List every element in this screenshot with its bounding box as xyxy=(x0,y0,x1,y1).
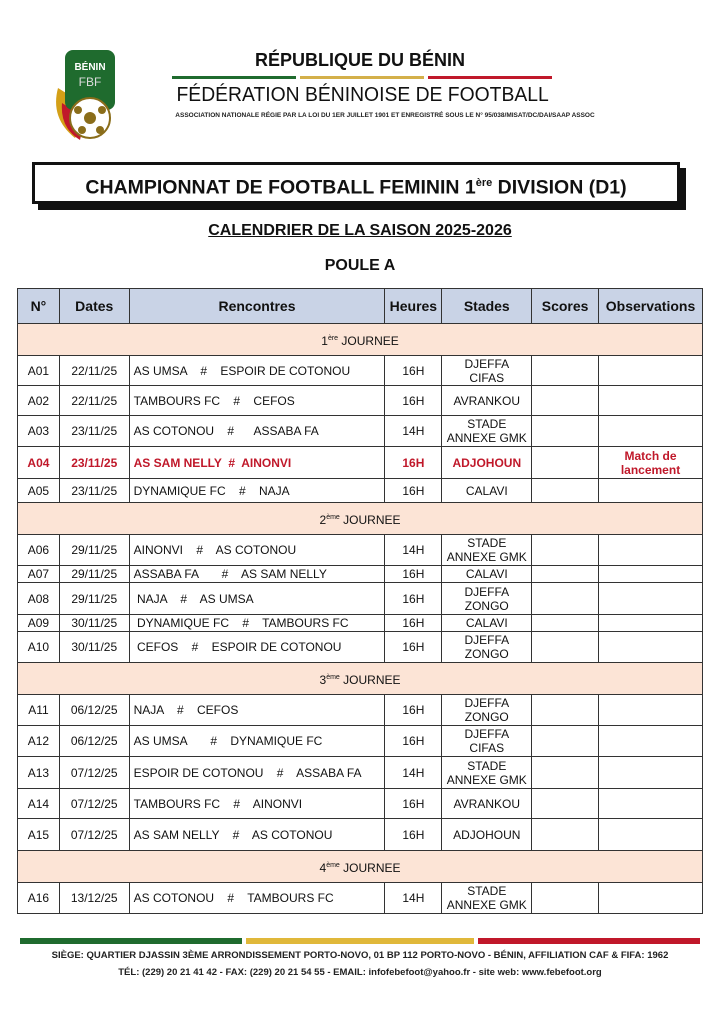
cell-score xyxy=(532,695,599,726)
title-rest: DIVISION (D1) xyxy=(492,176,627,199)
match-row xyxy=(18,479,703,503)
cell-n: A13 xyxy=(18,757,60,789)
cell-date: 30/11/25 xyxy=(59,615,129,632)
cell-date: 23/11/25 xyxy=(59,447,129,479)
cell-time: 14H xyxy=(385,416,442,447)
cell-score xyxy=(532,819,599,851)
cell-n: A10 xyxy=(18,632,60,663)
association-text-line: ASSOCIATION NATIONALE RÉGIE PAR LA LOI DU 1ER JUILLET 1901 ET ENREGISTRÉ SOUS LE N° 95/038/MISAT/DC/DAI/SAAP ASSOC xyxy=(175,112,595,119)
footer-contact xyxy=(10,967,710,979)
calendar-title: CALENDRIER DE LA SAISON 2025-2026 xyxy=(208,222,512,239)
cell-score xyxy=(532,566,599,583)
cell-obs: Match de lancement xyxy=(599,447,703,479)
cell-n: A07 xyxy=(18,566,60,583)
cell-stadium: DJEFFA ZONGO xyxy=(442,583,532,615)
schedule-table xyxy=(17,288,703,914)
cell-stadium: DJEFFA CIFAS xyxy=(442,726,532,757)
cell-n: A16 xyxy=(18,883,60,914)
cell-obs xyxy=(599,566,703,583)
cell-stadium: CALAVI xyxy=(442,479,532,503)
cell-obs xyxy=(599,416,703,447)
cell-time: 16H xyxy=(385,583,442,615)
cell-score xyxy=(532,615,599,632)
cell-obs xyxy=(599,583,703,615)
cell-obs xyxy=(599,479,703,503)
cell-stadium: ADJOHOUN xyxy=(442,447,532,479)
cell-date: 30/11/25 xyxy=(59,632,129,663)
cell-date: 23/11/25 xyxy=(59,479,129,503)
match-row xyxy=(18,726,703,757)
cell-n: A15 xyxy=(18,819,60,851)
match-row xyxy=(18,632,703,663)
cell-match: ESPOIR DE COTONOU # ASSABA FA xyxy=(129,757,385,789)
cell-time: 16H xyxy=(385,695,442,726)
cell-match: DYNAMIQUE FC # NAJA xyxy=(129,479,385,503)
cell-n: A12 xyxy=(18,726,60,757)
cell-stadium: DJEFFA ZONGO xyxy=(442,632,532,663)
match-row xyxy=(18,695,703,726)
cell-stadium: ADJOHOUN xyxy=(442,819,532,851)
cell-match: AS UMSA # DYNAMIQUE FC xyxy=(129,726,385,757)
match-row xyxy=(18,757,703,789)
column-header: Rencontres xyxy=(129,289,385,324)
cell-date: 29/11/25 xyxy=(59,583,129,615)
cell-obs xyxy=(599,535,703,566)
cell-time: 16H xyxy=(385,726,442,757)
cell-date: 29/11/25 xyxy=(59,535,129,566)
footer-contact-text: TÉL: (229) 20 21 41 42 - FAX: (229) 20 21 54 55 - EMAIL: infofebefoot@yahoo.fr - site web: www.febefoot.org xyxy=(118,967,602,978)
cell-date: 06/12/25 xyxy=(59,695,129,726)
cell-time: 16H xyxy=(385,615,442,632)
cell-stadium: STADE ANNEXE GMK xyxy=(442,883,532,914)
cell-time: 16H xyxy=(385,632,442,663)
journee-label: 4ème JOURNEE xyxy=(18,851,703,883)
table-header xyxy=(18,289,703,324)
cell-n: A04 xyxy=(18,447,60,479)
cell-stadium: STADE ANNEXE GMK xyxy=(442,535,532,566)
cell-match: AS COTONOU # ASSABA FA xyxy=(129,416,385,447)
journee-label: 3ème JOURNEE xyxy=(18,663,703,695)
cell-time: 16H xyxy=(385,819,442,851)
cell-obs xyxy=(599,632,703,663)
cell-score xyxy=(532,535,599,566)
federation-title xyxy=(170,84,550,107)
cell-n: A14 xyxy=(18,789,60,819)
match-row xyxy=(18,615,703,632)
cell-match: CEFOS # ESPOIR DE COTONOU xyxy=(129,632,385,663)
cell-obs xyxy=(599,819,703,851)
cell-score xyxy=(532,632,599,663)
cell-stadium: CALAVI xyxy=(442,566,532,583)
cell-match: ASSABA FA # AS SAM NELLY xyxy=(129,566,385,583)
cell-obs xyxy=(599,695,703,726)
cell-stadium: AVRANKOU xyxy=(442,386,532,416)
cell-match: NAJA # AS UMSA xyxy=(129,583,385,615)
title-main: CHAMPIONNAT DE FOOTBALL FEMININ 1 xyxy=(85,176,476,199)
flag-red-line xyxy=(428,76,552,79)
cell-n: A09 xyxy=(18,615,60,632)
cell-stadium: DJEFFA ZONGO xyxy=(442,695,532,726)
cell-match: AS COTONOU # TAMBOURS FC xyxy=(129,883,385,914)
cell-date: 07/12/25 xyxy=(59,819,129,851)
cell-date: 06/12/25 xyxy=(59,726,129,757)
flag-yellow-line xyxy=(300,76,424,79)
cell-date: 23/11/25 xyxy=(59,416,129,447)
cell-n: A05 xyxy=(18,479,60,503)
cell-obs xyxy=(599,883,703,914)
cell-match: DYNAMIQUE FC # TAMBOURS FC xyxy=(129,615,385,632)
cell-date: 07/12/25 xyxy=(59,789,129,819)
column-header: N° xyxy=(18,289,60,324)
cell-n: A11 xyxy=(18,695,60,726)
cell-time: 16H xyxy=(385,447,442,479)
cell-time: 16H xyxy=(385,386,442,416)
cell-time: 14H xyxy=(385,757,442,789)
cell-match: AINONVI # AS COTONOU xyxy=(129,535,385,566)
cell-match: AS SAM NELLY # AINONVI xyxy=(129,447,385,479)
cell-obs xyxy=(599,726,703,757)
match-row xyxy=(18,819,703,851)
cell-obs xyxy=(599,757,703,789)
fbf-logo xyxy=(50,48,130,143)
cell-stadium: CALAVI xyxy=(442,615,532,632)
match-row xyxy=(18,583,703,615)
cell-stadium: AVRANKOU xyxy=(442,789,532,819)
cell-match: AS SAM NELLY # AS COTONOU xyxy=(129,819,385,851)
journee-row xyxy=(18,663,703,695)
match-row xyxy=(18,447,703,479)
cell-stadium: DJEFFA CIFAS xyxy=(442,356,532,386)
footer-red-bar xyxy=(478,938,700,944)
cell-match: AS UMSA # ESPOIR DE COTONOU xyxy=(129,356,385,386)
footer-address xyxy=(10,950,710,962)
journee-label: 2ème JOURNEE xyxy=(18,503,703,535)
column-header: Dates xyxy=(59,289,129,324)
cell-score xyxy=(532,479,599,503)
svg-text:BÉNIN: BÉNIN xyxy=(74,62,106,73)
title-sup: ère xyxy=(475,177,493,189)
cell-n: A02 xyxy=(18,386,60,416)
cell-time: 14H xyxy=(385,883,442,914)
match-row xyxy=(18,386,703,416)
match-row xyxy=(18,789,703,819)
cell-score xyxy=(532,386,599,416)
match-row xyxy=(18,356,703,386)
footer-green-bar xyxy=(20,938,242,944)
match-row xyxy=(18,416,703,447)
republic-title-text: RÉPUBLIQUE DU BÉNIN xyxy=(254,50,465,70)
match-row xyxy=(18,535,703,566)
cell-time: 16H xyxy=(385,356,442,386)
cell-obs xyxy=(599,789,703,819)
cell-score xyxy=(532,583,599,615)
journee-row xyxy=(18,503,703,535)
cell-score xyxy=(532,356,599,386)
footer-yellow-bar xyxy=(246,938,474,944)
cell-match: NAJA # CEFOS xyxy=(129,695,385,726)
cell-stadium: STADE ANNEXE GMK xyxy=(442,757,532,789)
svg-text:FBF: FBF xyxy=(78,75,102,89)
cell-n: A06 xyxy=(18,535,60,566)
association-text xyxy=(130,112,640,119)
flag-green-line xyxy=(172,76,296,79)
journee-label: 1ère JOURNEE xyxy=(18,324,703,356)
cell-time: 14H xyxy=(385,535,442,566)
federation-title-text: FÉDÉRATION BÉNINOISE DE FOOTBALL xyxy=(176,84,549,106)
cell-score xyxy=(532,416,599,447)
cell-obs xyxy=(599,386,703,416)
cell-score xyxy=(532,726,599,757)
cell-time: 16H xyxy=(385,566,442,583)
republic-title xyxy=(170,50,550,71)
cell-n: A08 xyxy=(18,583,60,615)
column-header: Scores xyxy=(532,289,599,324)
match-row xyxy=(18,566,703,583)
cell-match: TAMBOURS FC # CEFOS xyxy=(129,386,385,416)
cell-time: 16H xyxy=(385,479,442,503)
cell-match: TAMBOURS FC # AINONVI xyxy=(129,789,385,819)
column-header: Stades xyxy=(442,289,532,324)
cell-obs xyxy=(599,615,703,632)
match-row xyxy=(18,883,703,914)
cell-score xyxy=(532,883,599,914)
championship-title xyxy=(32,162,680,204)
cell-score xyxy=(532,757,599,789)
cell-date: 07/12/25 xyxy=(59,757,129,789)
cell-stadium: STADE ANNEXE GMK xyxy=(442,416,532,447)
journee-row xyxy=(18,324,703,356)
cell-date: 29/11/25 xyxy=(59,566,129,583)
cell-n: A03 xyxy=(18,416,60,447)
cell-score xyxy=(532,447,599,479)
cell-date: 22/11/25 xyxy=(59,356,129,386)
cell-n: A01 xyxy=(18,356,60,386)
cell-obs xyxy=(599,356,703,386)
cell-score xyxy=(532,789,599,819)
cell-date: 13/12/25 xyxy=(59,883,129,914)
footer-address-text: SIÈGE: QUARTIER DJASSIN 3ÈME ARRONDISSEMENT PORTO-NOVO, 01 BP 112 PORTO-NOVO - BÉNIN, AFFILIATION CAF & FIFA: 1962 xyxy=(51,950,669,961)
column-header: Observations xyxy=(599,289,703,324)
cell-time: 16H xyxy=(385,789,442,819)
column-header: Heures xyxy=(385,289,442,324)
cell-date: 22/11/25 xyxy=(59,386,129,416)
journee-row xyxy=(18,851,703,883)
group-title: POULE A xyxy=(324,257,396,274)
